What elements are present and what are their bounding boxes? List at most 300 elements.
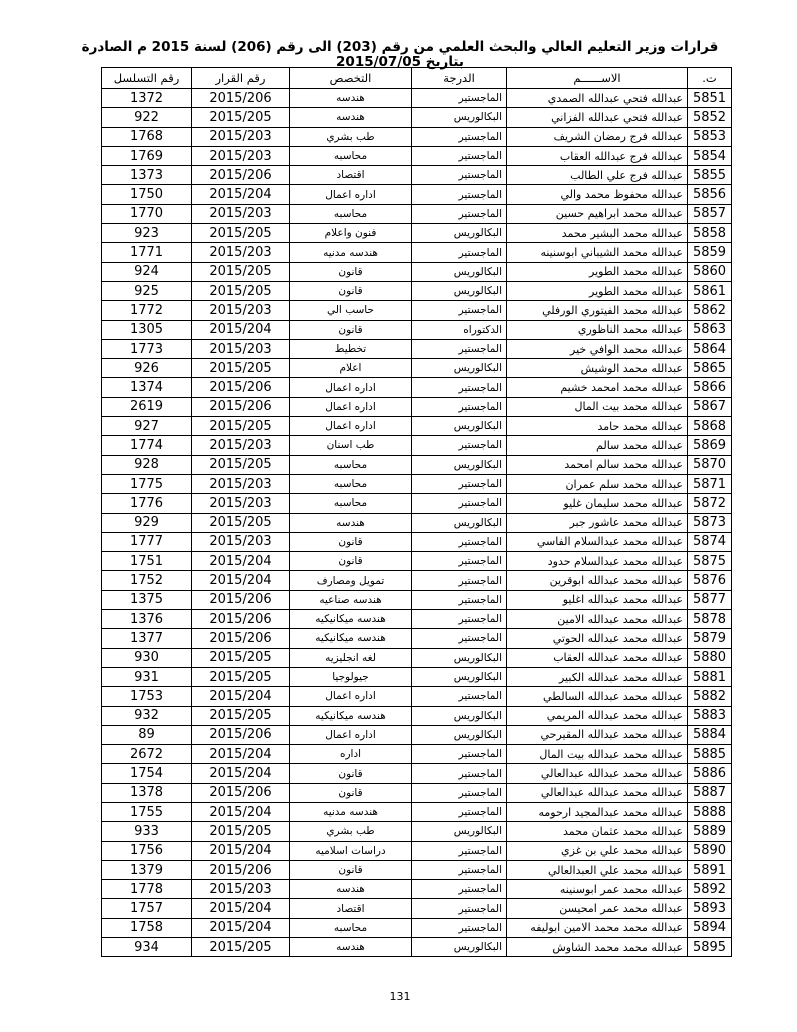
cell-degree: الماجستير [412, 571, 507, 590]
page-title: قرارات وزير التعليم العالي والبحث العلمي من رقم (203) الى رقم (206) لسنة 2015 م الصادرة بتاريخ 2015/07/05 [81, 39, 719, 70]
cell-decision-number: 2015/204 [192, 802, 290, 821]
cell-name: عبدالله محمد عبدالله الحوتي [507, 629, 688, 648]
cell-no: 5895 [688, 938, 732, 957]
table-row [102, 571, 732, 590]
table-row [102, 89, 732, 108]
cell-name: عبدالله محمد علي بن غزي [507, 841, 688, 860]
cell-degree: الماجستير [412, 185, 507, 204]
cell-serial-number: 1753 [102, 687, 192, 706]
cell-name: عبدالله محمد عاشور جبر [507, 513, 688, 532]
table-row [102, 918, 732, 937]
cell-serial-number: 1373 [102, 166, 192, 185]
cell-no: 5857 [688, 204, 732, 223]
cell-serial-number: 1758 [102, 918, 192, 937]
table-row [102, 629, 732, 648]
cell-decision-number: 2015/203 [192, 532, 290, 551]
cell-serial-number: 89 [102, 725, 192, 744]
cell-name: عبدالله محمد البشير محمد [507, 224, 688, 243]
cell-name: عبدالله محمد سلم عمران [507, 474, 688, 493]
table-row [102, 822, 732, 841]
cell-decision-number: 2015/204 [192, 571, 290, 590]
cell-serial-number: 1757 [102, 899, 192, 918]
cell-specialization: اداره اعمال [290, 687, 412, 706]
cell-serial-number: 1775 [102, 474, 192, 493]
cell-no: 5883 [688, 706, 732, 725]
cell-decision-number: 2015/203 [192, 127, 290, 146]
table-row [102, 706, 732, 725]
cell-specialization: طب بشري [290, 127, 412, 146]
cell-name: عبدالله محمد عبدالسلام الفاسي [507, 532, 688, 551]
cell-degree: البكالوريس [412, 725, 507, 744]
cell-serial-number: 1768 [102, 127, 192, 146]
cell-degree: البكالوريس [412, 938, 507, 957]
cell-no: 5865 [688, 359, 732, 378]
cell-specialization: اعلام [290, 359, 412, 378]
cell-decision-number: 2015/204 [192, 841, 290, 860]
cell-decision-number: 2015/203 [192, 339, 290, 358]
cell-decision-number: 2015/205 [192, 938, 290, 957]
cell-name: عبدالله محمد سالم امحمد [507, 455, 688, 474]
cell-decision-number: 2015/205 [192, 224, 290, 243]
cell-no: 5884 [688, 725, 732, 744]
table-row [102, 687, 732, 706]
header-degree: الدرجة [412, 68, 507, 89]
cell-degree: البكالوريس [412, 224, 507, 243]
cell-serial-number: 2672 [102, 745, 192, 764]
cell-no: 5859 [688, 243, 732, 262]
cell-serial-number: 1778 [102, 880, 192, 899]
table-row [102, 899, 732, 918]
cell-decision-number: 2015/205 [192, 262, 290, 281]
cell-specialization: طب بشري [290, 822, 412, 841]
cell-no: 5889 [688, 822, 732, 841]
table-header-row [102, 68, 732, 89]
cell-specialization: اقتصاد [290, 166, 412, 185]
cell-decision-number: 2015/205 [192, 417, 290, 436]
table-row [102, 146, 732, 165]
cell-degree: البكالوريس [412, 417, 507, 436]
cell-decision-number: 2015/206 [192, 610, 290, 629]
table-row [102, 745, 732, 764]
decisions-table [101, 67, 732, 957]
cell-degree: الماجستير [412, 494, 507, 513]
cell-name: عبدالله محفوظ محمد والي [507, 185, 688, 204]
cell-degree: الماجستير [412, 899, 507, 918]
cell-specialization: دراسات اسلاميه [290, 841, 412, 860]
cell-specialization: اداره اعمال [290, 725, 412, 744]
cell-degree: البكالوريس [412, 648, 507, 667]
cell-no: 5870 [688, 455, 732, 474]
table-row [102, 610, 732, 629]
cell-specialization: محاسبه [290, 204, 412, 223]
cell-serial-number: 925 [102, 281, 192, 300]
table-row [102, 532, 732, 551]
table-row [102, 725, 732, 744]
cell-decision-number: 2015/203 [192, 436, 290, 455]
cell-no: 5855 [688, 166, 732, 185]
cell-no: 5882 [688, 687, 732, 706]
table-row [102, 455, 732, 474]
cell-no: 5872 [688, 494, 732, 513]
cell-no: 5879 [688, 629, 732, 648]
cell-decision-number: 2015/203 [192, 301, 290, 320]
cell-decision-number: 2015/206 [192, 725, 290, 744]
table-row [102, 243, 732, 262]
cell-name: عبدالله محمد عبدالسلام حدود [507, 552, 688, 571]
cell-serial-number: 1772 [102, 301, 192, 320]
header-specialization: التخصص [290, 68, 412, 89]
cell-serial-number: 1372 [102, 89, 192, 108]
cell-serial-number: 1374 [102, 378, 192, 397]
cell-degree: الماجستير [412, 860, 507, 879]
cell-degree: الماجستير [412, 532, 507, 551]
cell-specialization: هندسه [290, 89, 412, 108]
cell-serial-number: 924 [102, 262, 192, 281]
cell-degree: الماجستير [412, 687, 507, 706]
cell-no: 5869 [688, 436, 732, 455]
cell-serial-number: 2619 [102, 397, 192, 416]
table-row [102, 204, 732, 223]
cell-no: 5862 [688, 301, 732, 320]
cell-specialization: قانون [290, 860, 412, 879]
cell-degree: البكالوريس [412, 455, 507, 474]
cell-serial-number: 1770 [102, 204, 192, 223]
cell-degree: الماجستير [412, 841, 507, 860]
table-row [102, 127, 732, 146]
cell-no: 5858 [688, 224, 732, 243]
cell-specialization: هندسه مدنيه [290, 243, 412, 262]
cell-serial-number: 1376 [102, 610, 192, 629]
cell-degree: البكالوريس [412, 667, 507, 686]
table-row [102, 417, 732, 436]
cell-degree: الماجستير [412, 590, 507, 609]
cell-specialization: قانون [290, 783, 412, 802]
cell-degree: الماجستير [412, 783, 507, 802]
cell-serial-number: 933 [102, 822, 192, 841]
cell-decision-number: 2015/206 [192, 89, 290, 108]
cell-specialization: قانون [290, 532, 412, 551]
cell-decision-number: 2015/204 [192, 918, 290, 937]
cell-no: 5864 [688, 339, 732, 358]
cell-name: عبدالله محمد الناظوري [507, 320, 688, 339]
table-row [102, 648, 732, 667]
cell-name: عبدالله فتحي عبدالله الفزاني [507, 108, 688, 127]
cell-degree: البكالوريس [412, 108, 507, 127]
cell-decision-number: 2015/204 [192, 764, 290, 783]
cell-decision-number: 2015/206 [192, 590, 290, 609]
cell-no: 5885 [688, 745, 732, 764]
cell-specialization: اداره اعمال [290, 185, 412, 204]
cell-no: 5860 [688, 262, 732, 281]
cell-no: 5863 [688, 320, 732, 339]
table-row [102, 224, 732, 243]
cell-no: 5878 [688, 610, 732, 629]
cell-specialization: محاسبه [290, 146, 412, 165]
cell-no: 5852 [688, 108, 732, 127]
cell-no: 5853 [688, 127, 732, 146]
cell-decision-number: 2015/204 [192, 552, 290, 571]
cell-degree: الماجستير [412, 745, 507, 764]
cell-serial-number: 1756 [102, 841, 192, 860]
cell-name: عبدالله محمد محمد الامين ابوليفه [507, 918, 688, 937]
table-row [102, 590, 732, 609]
cell-degree: الدكتوراه [412, 320, 507, 339]
cell-name: عبدالله محمد عبدالله الكبير [507, 667, 688, 686]
cell-name: عبدالله محمد محمد الشاوش [507, 938, 688, 957]
cell-name: عبدالله محمد عثمان محمد [507, 822, 688, 841]
cell-specialization: طب اسنان [290, 436, 412, 455]
cell-degree: البكالوريس [412, 822, 507, 841]
cell-decision-number: 2015/203 [192, 146, 290, 165]
table-row [102, 938, 732, 957]
cell-name: عبدالله محمد امحمد خشيم [507, 378, 688, 397]
cell-degree: الماجستير [412, 127, 507, 146]
cell-degree: الماجستير [412, 474, 507, 493]
table-row [102, 667, 732, 686]
cell-specialization: فنون واعلام [290, 224, 412, 243]
cell-degree: الماجستير [412, 89, 507, 108]
table-row [102, 513, 732, 532]
cell-serial-number: 932 [102, 706, 192, 725]
page-number: 131 [389, 990, 411, 1003]
table-row [102, 281, 732, 300]
cell-decision-number: 2015/206 [192, 378, 290, 397]
cell-serial-number: 1774 [102, 436, 192, 455]
table-row [102, 108, 732, 127]
cell-name: عبدالله محمد عمر امحيسن [507, 899, 688, 918]
table-row [102, 359, 732, 378]
cell-specialization: لغه انجليزيه [290, 648, 412, 667]
cell-decision-number: 2015/205 [192, 667, 290, 686]
cell-serial-number: 1379 [102, 860, 192, 879]
cell-serial-number: 923 [102, 224, 192, 243]
cell-name: عبدالله محمد سليمان غليو [507, 494, 688, 513]
cell-no: 5873 [688, 513, 732, 532]
cell-name: عبدالله محمد عبدالله عبدالعالي [507, 783, 688, 802]
cell-decision-number: 2015/206 [192, 783, 290, 802]
table-row [102, 552, 732, 571]
cell-serial-number: 1755 [102, 802, 192, 821]
table-row [102, 301, 732, 320]
cell-degree: الماجستير [412, 397, 507, 416]
cell-name: عبدالله محمد عبدالله بيت المال [507, 745, 688, 764]
cell-specialization: اداره اعمال [290, 417, 412, 436]
cell-specialization: محاسبه [290, 455, 412, 474]
cell-decision-number: 2015/204 [192, 320, 290, 339]
cell-name: عبدالله محمد بيت المال [507, 397, 688, 416]
cell-no: 5861 [688, 281, 732, 300]
cell-degree: الماجستير [412, 629, 507, 648]
cell-specialization: حاسب الي [290, 301, 412, 320]
cell-specialization: هندسه ميكانيكيه [290, 629, 412, 648]
header-no: ت. [688, 68, 732, 89]
table-row [102, 397, 732, 416]
cell-decision-number: 2015/204 [192, 899, 290, 918]
table-row [102, 802, 732, 821]
cell-no: 5887 [688, 783, 732, 802]
cell-specialization: هندسه مدنيه [290, 802, 412, 821]
cell-no: 5892 [688, 880, 732, 899]
cell-decision-number: 2015/204 [192, 745, 290, 764]
cell-name: عبدالله محمد عبدالله الامين [507, 610, 688, 629]
cell-specialization: هندسه صناعيه [290, 590, 412, 609]
cell-decision-number: 2015/205 [192, 706, 290, 725]
cell-serial-number: 1377 [102, 629, 192, 648]
cell-specialization: تخطيط [290, 339, 412, 358]
cell-decision-number: 2015/205 [192, 455, 290, 474]
cell-decision-number: 2015/204 [192, 185, 290, 204]
cell-name: عبدالله محمد عبدالمجيد ارحومه [507, 802, 688, 821]
cell-name: عبدالله محمد عبدالله السالطي [507, 687, 688, 706]
table-row [102, 474, 732, 493]
table-row [102, 783, 732, 802]
header-name: الاســــــم [507, 68, 688, 89]
cell-no: 5875 [688, 552, 732, 571]
cell-specialization: تمويل ومصارف [290, 571, 412, 590]
cell-degree: الماجستير [412, 301, 507, 320]
cell-serial-number: 1378 [102, 783, 192, 802]
table-row [102, 436, 732, 455]
cell-serial-number: 1771 [102, 243, 192, 262]
cell-degree: البكالوريس [412, 706, 507, 725]
cell-name: عبدالله محمد الشيباني ابوسنينه [507, 243, 688, 262]
cell-degree: الماجستير [412, 204, 507, 223]
cell-name: عبدالله محمد عبدالله المقيرحي [507, 725, 688, 744]
cell-decision-number: 2015/203 [192, 494, 290, 513]
header-decision-number: رقم القرار [192, 68, 290, 89]
cell-degree: الماجستير [412, 243, 507, 262]
cell-no: 5880 [688, 648, 732, 667]
cell-serial-number: 934 [102, 938, 192, 957]
table-row [102, 860, 732, 879]
cell-name: عبدالله محمد الوافي خير [507, 339, 688, 358]
cell-serial-number: 1773 [102, 339, 192, 358]
cell-no: 5893 [688, 899, 732, 918]
cell-no: 5856 [688, 185, 732, 204]
cell-serial-number: 927 [102, 417, 192, 436]
cell-specialization: هندسه [290, 880, 412, 899]
cell-name: عبدالله محمد الفيتوري الورفلي [507, 301, 688, 320]
cell-serial-number: 1305 [102, 320, 192, 339]
cell-serial-number: 926 [102, 359, 192, 378]
cell-no: 5867 [688, 397, 732, 416]
cell-specialization: اداره اعمال [290, 378, 412, 397]
cell-no: 5868 [688, 417, 732, 436]
cell-no: 5866 [688, 378, 732, 397]
cell-decision-number: 2015/203 [192, 204, 290, 223]
cell-serial-number: 1776 [102, 494, 192, 513]
cell-degree: الماجستير [412, 880, 507, 899]
cell-specialization: هندسه ميكانيكيه [290, 610, 412, 629]
cell-no: 5891 [688, 860, 732, 879]
cell-no: 5888 [688, 802, 732, 821]
cell-decision-number: 2015/203 [192, 243, 290, 262]
table-row [102, 764, 732, 783]
table-row [102, 841, 732, 860]
cell-serial-number: 1752 [102, 571, 192, 590]
cell-name: عبدالله محمد عبدالله اغليو [507, 590, 688, 609]
cell-degree: البكالوريس [412, 281, 507, 300]
cell-serial-number: 931 [102, 667, 192, 686]
cell-decision-number: 2015/204 [192, 687, 290, 706]
header-serial-number: رقم التسلسل [102, 68, 192, 89]
cell-serial-number: 1777 [102, 532, 192, 551]
cell-name: عبدالله محمد عبدالله ابوقرين [507, 571, 688, 590]
cell-name: عبدالله محمد الوشيش [507, 359, 688, 378]
cell-degree: الماجستير [412, 339, 507, 358]
cell-decision-number: 2015/205 [192, 281, 290, 300]
cell-specialization: اقتصاد [290, 899, 412, 918]
cell-specialization: قانون [290, 764, 412, 783]
cell-specialization: قانون [290, 552, 412, 571]
cell-no: 5874 [688, 532, 732, 551]
cell-decision-number: 2015/205 [192, 513, 290, 532]
cell-name: عبدالله محمد حامد [507, 417, 688, 436]
cell-name: عبدالله محمد علي العبدالعالي [507, 860, 688, 879]
table-row [102, 880, 732, 899]
cell-name: عبدالله فرج رمضان الشريف [507, 127, 688, 146]
cell-degree: الماجستير [412, 436, 507, 455]
cell-decision-number: 2015/206 [192, 860, 290, 879]
cell-decision-number: 2015/205 [192, 359, 290, 378]
cell-specialization: محاسبه [290, 474, 412, 493]
cell-name: عبدالله فرج علي الطالب [507, 166, 688, 185]
cell-serial-number: 930 [102, 648, 192, 667]
cell-decision-number: 2015/206 [192, 629, 290, 648]
table-row [102, 185, 732, 204]
cell-specialization: محاسبه [290, 918, 412, 937]
cell-degree: الماجستير [412, 918, 507, 937]
cell-specialization: قانون [290, 262, 412, 281]
cell-decision-number: 2015/206 [192, 166, 290, 185]
cell-serial-number: 1750 [102, 185, 192, 204]
cell-specialization: هندسه [290, 938, 412, 957]
cell-serial-number: 929 [102, 513, 192, 532]
cell-degree: الماجستير [412, 552, 507, 571]
cell-degree: البكالوريس [412, 359, 507, 378]
cell-name: عبدالله محمد الطوير [507, 281, 688, 300]
cell-name: عبدالله محمد ابراهيم حسين [507, 204, 688, 223]
cell-degree: الماجستير [412, 378, 507, 397]
cell-degree: البكالوريس [412, 513, 507, 532]
cell-decision-number: 2015/206 [192, 397, 290, 416]
cell-name: عبدالله محمد عبدالله العقاب [507, 648, 688, 667]
cell-serial-number: 922 [102, 108, 192, 127]
cell-name: عبدالله محمد عبدالله المريمي [507, 706, 688, 725]
cell-no: 5851 [688, 89, 732, 108]
cell-name: عبدالله محمد عبدالله عبدالعالي [507, 764, 688, 783]
cell-degree: الماجستير [412, 146, 507, 165]
cell-decision-number: 2015/203 [192, 474, 290, 493]
table-row [102, 378, 732, 397]
cell-serial-number: 1769 [102, 146, 192, 165]
cell-serial-number: 1751 [102, 552, 192, 571]
cell-specialization: هندسه [290, 513, 412, 532]
cell-specialization: قانون [290, 320, 412, 339]
cell-name: عبدالله فتحي عبدالله الصمدي [507, 89, 688, 108]
table-body [102, 89, 732, 957]
cell-no: 5871 [688, 474, 732, 493]
cell-name: عبدالله فرج عبدالله العقاب [507, 146, 688, 165]
table-row [102, 262, 732, 281]
cell-degree: الماجستير [412, 802, 507, 821]
cell-degree: الماجستير [412, 166, 507, 185]
cell-name: عبدالله محمد الطوير [507, 262, 688, 281]
cell-decision-number: 2015/205 [192, 108, 290, 127]
cell-specialization: اداره اعمال [290, 397, 412, 416]
cell-no: 5881 [688, 667, 732, 686]
cell-degree: الماجستير [412, 764, 507, 783]
